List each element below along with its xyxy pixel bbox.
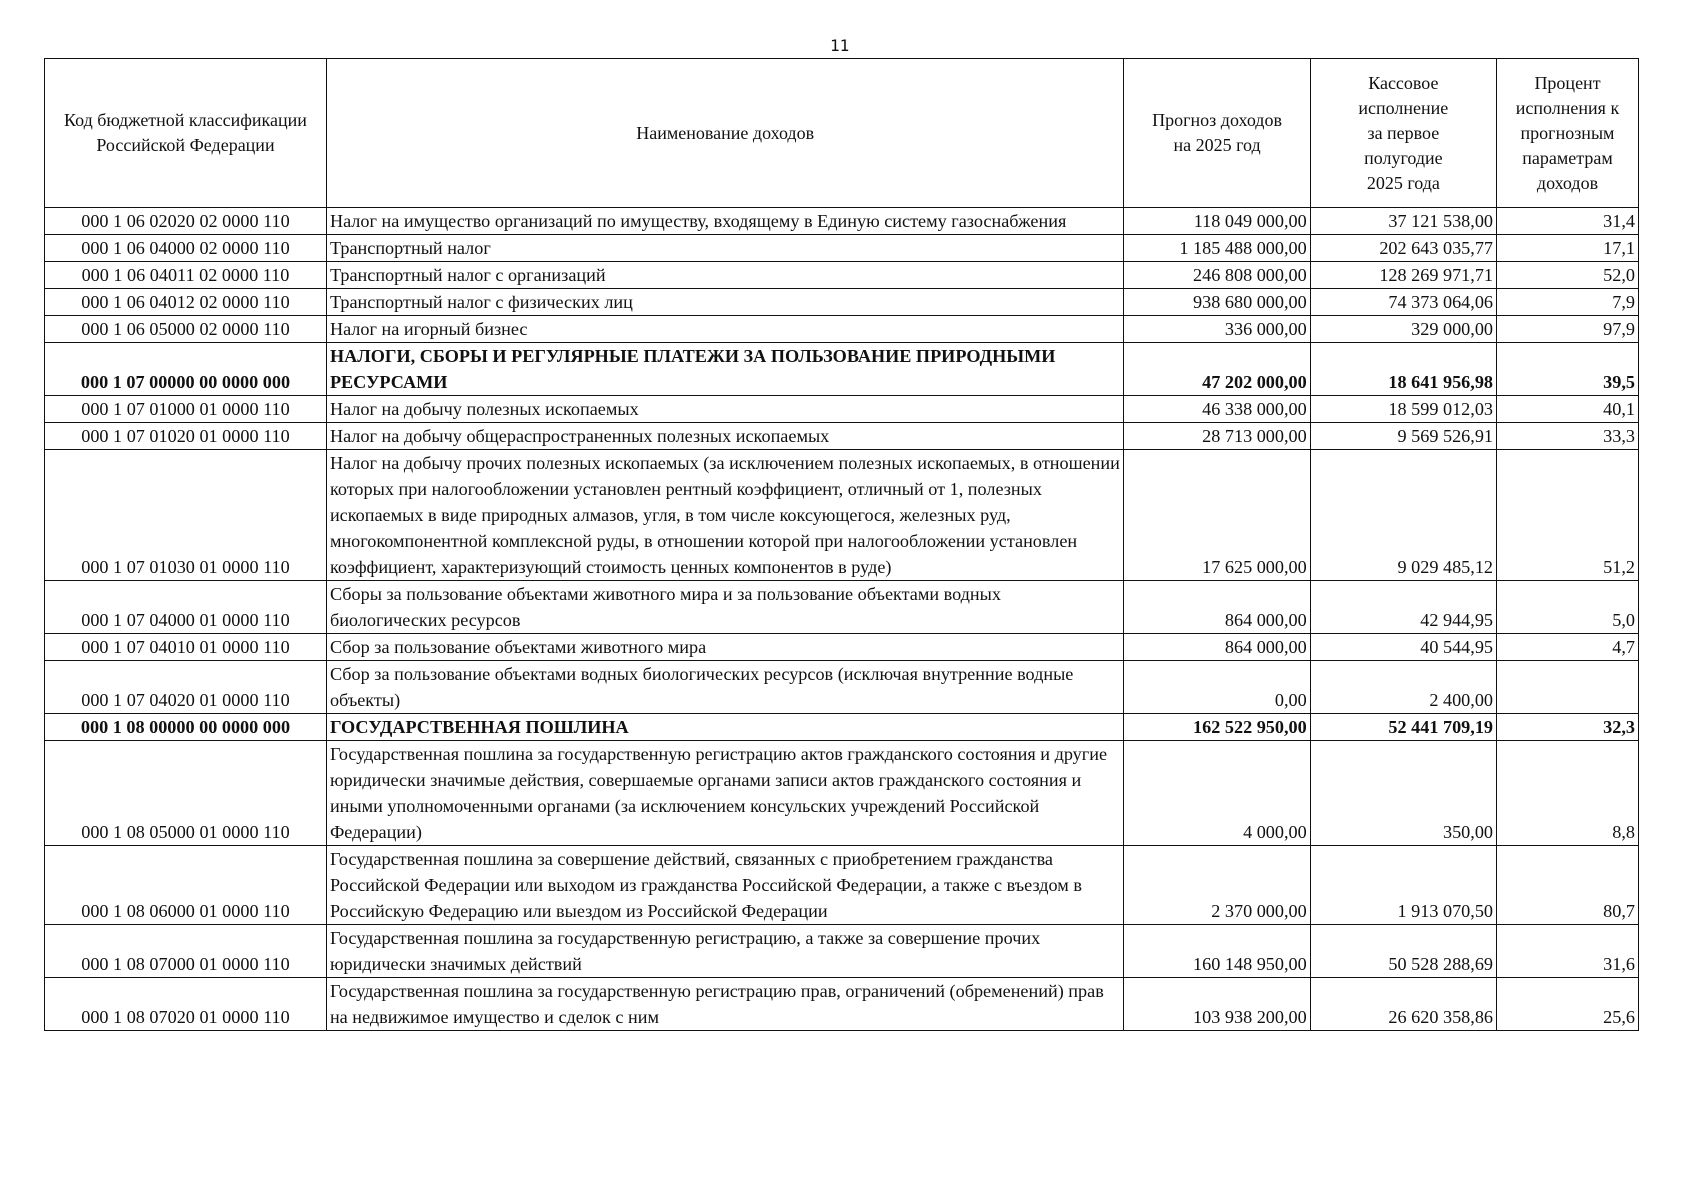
row-execution: 1 913 070,50 bbox=[1310, 846, 1496, 925]
row-forecast: 4 000,00 bbox=[1124, 741, 1310, 846]
row-name: Сборы за пользование объектами животного мира и за пользование объектами водных биологических ресурсов bbox=[326, 581, 1124, 634]
row-execution: 18 641 956,98 bbox=[1310, 343, 1496, 396]
table-row bbox=[45, 343, 1639, 396]
row-name: Транспортный налог с физических лиц bbox=[326, 289, 1124, 316]
row-percent: 31,6 bbox=[1497, 925, 1639, 978]
row-percent: 33,3 bbox=[1497, 423, 1639, 450]
row-code: 000 1 08 00000 00 0000 000 bbox=[45, 714, 327, 741]
row-name: Сбор за пользование объектами водных биологических ресурсов (исключая внутренние водные объекты) bbox=[326, 661, 1124, 714]
row-forecast: 0,00 bbox=[1124, 661, 1310, 714]
row-forecast: 864 000,00 bbox=[1124, 634, 1310, 661]
table-row bbox=[45, 262, 1639, 289]
header-execution: Кассовое исполнение за первое полугодие 2025 года bbox=[1310, 59, 1496, 208]
row-forecast: 47 202 000,00 bbox=[1124, 343, 1310, 396]
row-percent: 7,9 bbox=[1497, 289, 1639, 316]
row-forecast: 46 338 000,00 bbox=[1124, 396, 1310, 423]
row-percent: 51,2 bbox=[1497, 450, 1639, 581]
row-name: Налог на добычу полезных ископаемых bbox=[326, 396, 1124, 423]
row-code: 000 1 08 05000 01 0000 110 bbox=[45, 741, 327, 846]
row-code: 000 1 07 01000 01 0000 110 bbox=[45, 396, 327, 423]
row-forecast: 118 049 000,00 bbox=[1124, 208, 1310, 235]
row-execution: 128 269 971,71 bbox=[1310, 262, 1496, 289]
row-name: Транспортный налог с организаций bbox=[326, 262, 1124, 289]
row-percent: 52,0 bbox=[1497, 262, 1639, 289]
row-percent: 5,0 bbox=[1497, 581, 1639, 634]
row-percent: 97,9 bbox=[1497, 316, 1639, 343]
row-forecast: 28 713 000,00 bbox=[1124, 423, 1310, 450]
row-code: 000 1 07 00000 00 0000 000 bbox=[45, 343, 327, 396]
table-row bbox=[45, 978, 1639, 1031]
row-forecast: 864 000,00 bbox=[1124, 581, 1310, 634]
row-execution: 42 944,95 bbox=[1310, 581, 1496, 634]
row-name: Налог на добычу прочих полезных ископаемых (за исключением полезных ископаемых, в отношении которых при налогообложении установлен рентный коэффициент, отличный от 1, полезных ископаемых в виде природных алмазов, угля, в том числе коксующегося, железных руд, многокомпонентной комплексной руды, в отношении которой при налогообложении установлен коэффициент, характеризующий стоимость ценных компонентов в руде) bbox=[326, 450, 1124, 581]
row-code: 000 1 06 02020 02 0000 110 bbox=[45, 208, 327, 235]
row-name: Государственная пошлина за государственную регистрацию актов гражданского состояния и другие юридически значимые действия, совершаемые органами записи актов гражданского состояния и иными уполномоченными органами (за исключением консульских учреждений Российской Федерации) bbox=[326, 741, 1124, 846]
row-name: Налог на имущество организаций по имуществу, входящему в Единую систему газоснабжения bbox=[326, 208, 1124, 235]
row-name: Сбор за пользование объектами животного мира bbox=[326, 634, 1124, 661]
row-name: Транспортный налог bbox=[326, 235, 1124, 262]
row-percent: 17,1 bbox=[1497, 235, 1639, 262]
row-code: 000 1 08 07000 01 0000 110 bbox=[45, 925, 327, 978]
row-execution: 50 528 288,69 bbox=[1310, 925, 1496, 978]
row-execution: 9 029 485,12 bbox=[1310, 450, 1496, 581]
row-name: Налог на игорный бизнес bbox=[326, 316, 1124, 343]
table-row bbox=[45, 634, 1639, 661]
row-execution: 18 599 012,03 bbox=[1310, 396, 1496, 423]
row-forecast: 2 370 000,00 bbox=[1124, 846, 1310, 925]
row-execution: 26 620 358,86 bbox=[1310, 978, 1496, 1031]
row-forecast: 938 680 000,00 bbox=[1124, 289, 1310, 316]
row-name: НАЛОГИ, СБОРЫ И РЕГУЛЯРНЫЕ ПЛАТЕЖИ ЗА ПОЛЬЗОВАНИЕ ПРИРОДНЫМИ РЕСУРСАМИ bbox=[326, 343, 1124, 396]
row-name: Государственная пошлина за государственную регистрацию прав, ограничений (обременений) прав на недвижимое имущество и сделок с ним bbox=[326, 978, 1124, 1031]
table-row bbox=[45, 289, 1639, 316]
row-percent: 8,8 bbox=[1497, 741, 1639, 846]
table-row bbox=[45, 423, 1639, 450]
revenue-table bbox=[44, 58, 1639, 1031]
row-forecast: 336 000,00 bbox=[1124, 316, 1310, 343]
row-execution: 202 643 035,77 bbox=[1310, 235, 1496, 262]
row-percent: 32,3 bbox=[1497, 714, 1639, 741]
row-forecast: 17 625 000,00 bbox=[1124, 450, 1310, 581]
table-row bbox=[45, 661, 1639, 714]
row-name: ГОСУДАРСТВЕННАЯ ПОШЛИНА bbox=[326, 714, 1124, 741]
table-row bbox=[45, 316, 1639, 343]
row-code: 000 1 07 04010 01 0000 110 bbox=[45, 634, 327, 661]
row-execution: 329 000,00 bbox=[1310, 316, 1496, 343]
row-percent: 4,7 bbox=[1497, 634, 1639, 661]
header-code: Код бюджетной классификации Российской Федерации bbox=[45, 59, 327, 208]
table-row bbox=[45, 741, 1639, 846]
row-code: 000 1 06 05000 02 0000 110 bbox=[45, 316, 327, 343]
row-name: Государственная пошлина за совершение действий, связанных с приобретением гражданства Российской Федерации или выходом из гражданства Российской Федерации, а также с въездом в Российскую Федерацию или выездом из Российской Федерации bbox=[326, 846, 1124, 925]
row-code: 000 1 07 01020 01 0000 110 bbox=[45, 423, 327, 450]
row-code: 000 1 06 04012 02 0000 110 bbox=[45, 289, 327, 316]
table-row bbox=[45, 925, 1639, 978]
row-forecast: 160 148 950,00 bbox=[1124, 925, 1310, 978]
table-header-row bbox=[45, 59, 1639, 208]
table-row bbox=[45, 396, 1639, 423]
row-code: 000 1 08 07020 01 0000 110 bbox=[45, 978, 327, 1031]
row-execution: 2 400,00 bbox=[1310, 661, 1496, 714]
row-percent: 80,7 bbox=[1497, 846, 1639, 925]
header-percent: Процент исполнения к прогнозным параметрам доходов bbox=[1497, 59, 1639, 208]
row-execution: 350,00 bbox=[1310, 741, 1496, 846]
row-name: Государственная пошлина за государственную регистрацию, а также за совершение прочих юридически значимых действий bbox=[326, 925, 1124, 978]
row-execution: 9 569 526,91 bbox=[1310, 423, 1496, 450]
row-percent: 40,1 bbox=[1497, 396, 1639, 423]
page-number: 11 bbox=[830, 36, 850, 55]
table-row bbox=[45, 208, 1639, 235]
table-row bbox=[45, 714, 1639, 741]
row-percent bbox=[1497, 661, 1639, 714]
table-row bbox=[45, 450, 1639, 581]
row-forecast: 246 808 000,00 bbox=[1124, 262, 1310, 289]
row-execution: 52 441 709,19 bbox=[1310, 714, 1496, 741]
row-code: 000 1 07 04000 01 0000 110 bbox=[45, 581, 327, 634]
table-row bbox=[45, 846, 1639, 925]
row-execution: 40 544,95 bbox=[1310, 634, 1496, 661]
row-name: Налог на добычу общераспространенных полезных ископаемых bbox=[326, 423, 1124, 450]
row-forecast: 162 522 950,00 bbox=[1124, 714, 1310, 741]
row-code: 000 1 07 04020 01 0000 110 bbox=[45, 661, 327, 714]
row-percent: 31,4 bbox=[1497, 208, 1639, 235]
row-execution: 74 373 064,06 bbox=[1310, 289, 1496, 316]
row-percent: 25,6 bbox=[1497, 978, 1639, 1031]
header-forecast: Прогноз доходов на 2025 год bbox=[1124, 59, 1310, 208]
table-row bbox=[45, 235, 1639, 262]
row-forecast: 103 938 200,00 bbox=[1124, 978, 1310, 1031]
table-row bbox=[45, 581, 1639, 634]
row-code: 000 1 06 04000 02 0000 110 bbox=[45, 235, 327, 262]
header-name: Наименование доходов bbox=[326, 59, 1124, 208]
row-code: 000 1 07 01030 01 0000 110 bbox=[45, 450, 327, 581]
row-code: 000 1 06 04011 02 0000 110 bbox=[45, 262, 327, 289]
row-execution: 37 121 538,00 bbox=[1310, 208, 1496, 235]
table-body bbox=[45, 208, 1639, 1031]
row-code: 000 1 08 06000 01 0000 110 bbox=[45, 846, 327, 925]
row-percent: 39,5 bbox=[1497, 343, 1639, 396]
row-forecast: 1 185 488 000,00 bbox=[1124, 235, 1310, 262]
